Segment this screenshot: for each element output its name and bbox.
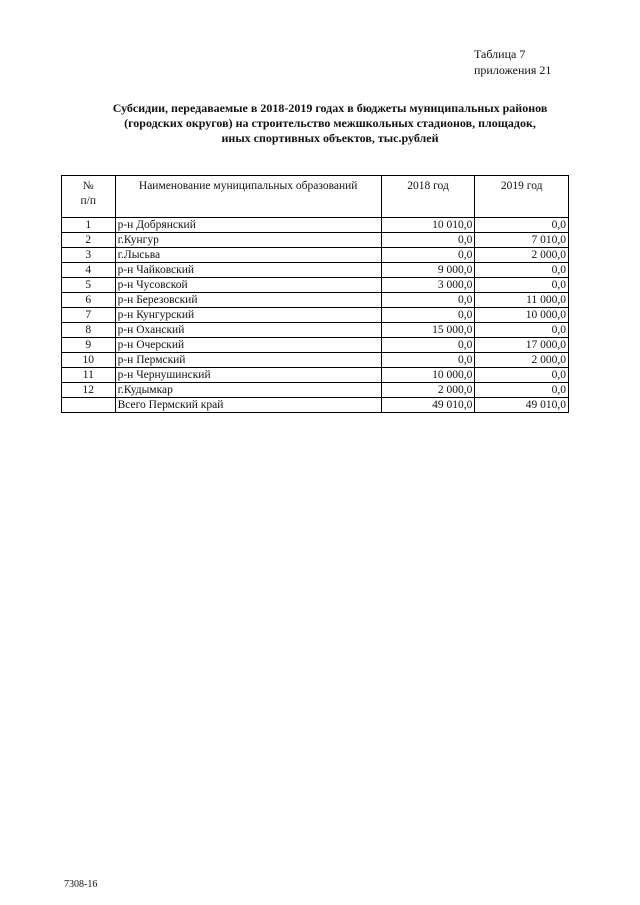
title-line: Субсидии, передаваемые в 2018-2019 годах в бюджеты муниципальных районов	[112, 101, 548, 115]
cell-2019: 0,0	[475, 368, 569, 383]
table-row	[62, 338, 569, 353]
cell-num: 12	[62, 383, 116, 398]
cell-2018: 0,0	[381, 248, 475, 263]
cell-name: р-н Очерский	[115, 338, 381, 353]
cell-2018: 0,0	[381, 293, 475, 308]
cell-num: 8	[62, 323, 116, 338]
cell-2018: 2 000,0	[381, 383, 475, 398]
cell-2019: 0,0	[475, 263, 569, 278]
cell-name: р-н Чайковский	[115, 263, 381, 278]
cell-num: 10	[62, 353, 116, 368]
header-2019: 2019 год	[475, 176, 569, 218]
cell-num	[62, 398, 116, 413]
cell-2019: 11 000,0	[475, 293, 569, 308]
cell-num: 5	[62, 278, 116, 293]
table-row	[62, 278, 569, 293]
cell-name: р-н Чусовской	[115, 278, 381, 293]
appendix-number: приложения 21	[474, 63, 552, 77]
cell-name: г.Лысьва	[115, 248, 381, 263]
cell-2018: 9 000,0	[381, 263, 475, 278]
header-num-line1: №	[82, 180, 94, 192]
table-row	[62, 368, 569, 383]
cell-name: р-н Березовский	[115, 293, 381, 308]
cell-name: р-н Чернушинский	[115, 368, 381, 383]
table-row	[62, 353, 569, 368]
cell-num: 9	[62, 338, 116, 353]
header-name: Наименование муниципальных образований	[115, 176, 381, 218]
cell-name: р-н Пермский	[115, 353, 381, 368]
cell-name: г.Кудымкар	[115, 383, 381, 398]
cell-2018: 0,0	[381, 308, 475, 323]
cell-2018: 3 000,0	[381, 278, 475, 293]
table-total-row	[62, 398, 569, 413]
cell-name: р-н Добрянский	[115, 218, 381, 233]
cell-2019: 0,0	[475, 278, 569, 293]
cell-2019: 2 000,0	[475, 353, 569, 368]
cell-2018: 49 010,0	[381, 398, 475, 413]
cell-2019: 0,0	[475, 383, 569, 398]
cell-2018: 10 000,0	[381, 368, 475, 383]
cell-name: Всего Пермский край	[115, 398, 381, 413]
table-number: Таблица 7	[474, 47, 526, 61]
table-row	[62, 263, 569, 278]
cell-2019: 49 010,0	[475, 398, 569, 413]
title-line: (городских округов) на строительство межшкольных стадионов, площадок,	[124, 116, 536, 130]
cell-name: р-н Кунгурский	[115, 308, 381, 323]
cell-num: 11	[62, 368, 116, 383]
cell-2018: 0,0	[381, 353, 475, 368]
cell-2019: 2 000,0	[475, 248, 569, 263]
table-row	[62, 218, 569, 233]
table-header-row	[62, 176, 569, 218]
header-num-line2: п/п	[80, 195, 97, 207]
table-reference	[474, 46, 551, 78]
table-row	[62, 323, 569, 338]
cell-2018: 15 000,0	[381, 323, 475, 338]
cell-2019: 7 010,0	[475, 233, 569, 248]
table-body	[62, 218, 569, 413]
document-title	[70, 101, 590, 146]
cell-num: 1	[62, 218, 116, 233]
cell-num: 2	[62, 233, 116, 248]
cell-name: р-н Оханский	[115, 323, 381, 338]
table-row	[62, 383, 569, 398]
footer-code: 7308-16	[64, 879, 98, 890]
cell-num: 4	[62, 263, 116, 278]
table-row	[62, 293, 569, 308]
table-row	[62, 308, 569, 323]
cell-2019: 10 000,0	[475, 308, 569, 323]
cell-2019: 17 000,0	[475, 338, 569, 353]
table-row	[62, 233, 569, 248]
cell-2018: 0,0	[381, 338, 475, 353]
cell-num: 6	[62, 293, 116, 308]
cell-2019: 0,0	[475, 218, 569, 233]
cell-2019: 0,0	[475, 323, 569, 338]
cell-num: 7	[62, 308, 116, 323]
cell-2018: 10 010,0	[381, 218, 475, 233]
subsidies-table	[61, 175, 569, 413]
cell-name: г.Кунгур	[115, 233, 381, 248]
header-num	[62, 176, 116, 218]
table-row	[62, 248, 569, 263]
title-line: иных спортивных объектов, тыс.рублей	[221, 131, 439, 145]
cell-num: 3	[62, 248, 116, 263]
cell-2018: 0,0	[381, 233, 475, 248]
header-2018: 2018 год	[381, 176, 475, 218]
